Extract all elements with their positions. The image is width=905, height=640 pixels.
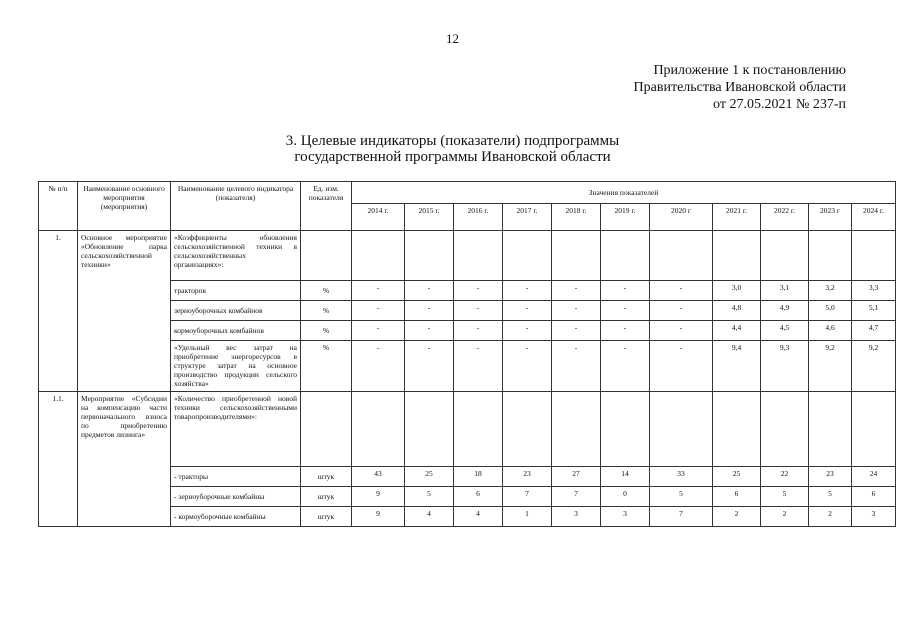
indicator-unit: штук [301, 507, 352, 527]
value-cell: - [503, 341, 552, 392]
indicator-unit: % [301, 281, 352, 301]
indicator-unit: % [301, 321, 352, 341]
value-cell: 4,7 [852, 321, 896, 341]
value-cell [454, 392, 503, 467]
year-header: 2015 г. [405, 204, 454, 231]
year-header: 2021 г. [713, 204, 761, 231]
section-title-line-2: государственной программы Ивановской области [294, 149, 611, 165]
value-cell: 18 [454, 467, 503, 487]
indicator-name: кормоуборочных комбайнов [171, 321, 301, 341]
value-cell [650, 231, 713, 281]
value-cell [713, 231, 761, 281]
value-cell: - [650, 301, 713, 321]
value-cell: - [454, 321, 503, 341]
indicator-unit: % [301, 301, 352, 321]
value-cell: 3 [601, 507, 650, 527]
year-header: 2014 г. [352, 204, 405, 231]
value-cell: 9 [352, 487, 405, 507]
indicator-name: «Удельный вес затрат на приобретение энергоресурсов в структуре затрат на основное производство продукции сельского хозяйства» [171, 341, 301, 392]
value-cell: 5,1 [852, 301, 896, 321]
value-cell: 3,3 [852, 281, 896, 301]
value-cell [552, 231, 601, 281]
value-cell: 3,1 [761, 281, 809, 301]
value-cell: - [503, 281, 552, 301]
value-cell: 25 [405, 467, 454, 487]
value-cell [503, 231, 552, 281]
value-cell: - [552, 301, 601, 321]
row-number: 1. [39, 231, 78, 392]
value-cell [852, 231, 896, 281]
value-cell: - [601, 301, 650, 321]
value-cell: - [650, 281, 713, 301]
value-cell: 9,2 [852, 341, 896, 392]
value-cell: 6 [713, 487, 761, 507]
value-cell: 3,2 [809, 281, 852, 301]
value-cell: 4,6 [809, 321, 852, 341]
value-cell: 2 [809, 507, 852, 527]
value-cell [405, 231, 454, 281]
event-name: Основное мероприятие «Обновление парка сельскохозяйственной техники» [78, 231, 171, 392]
value-cell: 4,9 [761, 301, 809, 321]
section-title-line-1: 3. Целевые индикаторы (показатели) подпрограммы [285, 133, 620, 149]
appendix-line-3: от 27.05.2021 № 237-п [713, 97, 846, 112]
indicator-name: - тракторы [171, 467, 301, 487]
value-cell: 5 [405, 487, 454, 507]
value-cell [352, 231, 405, 281]
header-event: Наименование основного мероприятия (мероприятия) [78, 182, 171, 231]
year-header: 2023 г [809, 204, 852, 231]
row-number: 1.1. [39, 392, 78, 527]
header-unit: Ед. изм. показателя [301, 182, 352, 231]
table-row [39, 231, 896, 281]
value-cell: - [601, 341, 650, 392]
indicator-unit [301, 392, 352, 467]
page-number: 12 [446, 31, 459, 46]
value-cell: 4,5 [761, 321, 809, 341]
value-cell: 1 [503, 507, 552, 527]
value-cell [552, 392, 601, 467]
value-cell [601, 392, 650, 467]
value-cell: 2 [713, 507, 761, 527]
value-cell [809, 392, 852, 467]
value-cell: - [454, 281, 503, 301]
value-cell: - [552, 321, 601, 341]
value-cell: - [405, 321, 454, 341]
indicator-name: «Количество приобретенной новой техники сельскохозяйственными товаропроизводителями»: [171, 392, 301, 467]
header-indicator: Наименование целевого индикатора (показателя) [171, 182, 301, 231]
value-cell: - [405, 281, 454, 301]
value-cell: - [650, 341, 713, 392]
indicator-name: - кормоуборочные комбайны [171, 507, 301, 527]
value-cell: 43 [352, 467, 405, 487]
value-cell: 4 [454, 507, 503, 527]
value-cell: - [601, 321, 650, 341]
value-cell: 5 [650, 487, 713, 507]
indicator-unit [301, 231, 352, 281]
value-cell [352, 392, 405, 467]
value-cell: 7 [552, 487, 601, 507]
value-cell: 27 [552, 467, 601, 487]
value-cell: - [405, 341, 454, 392]
value-cell: - [454, 341, 503, 392]
year-header: 2024 г. [852, 204, 896, 231]
value-cell: 0 [601, 487, 650, 507]
value-cell [761, 231, 809, 281]
value-cell: 4 [405, 507, 454, 527]
value-cell [809, 231, 852, 281]
year-header: 2020 г [650, 204, 713, 231]
value-cell: - [552, 341, 601, 392]
indicator-name: «Коэффициенты обновления сельскохозяйственной техники в сельскохозяйственных организациях»: [171, 231, 301, 281]
year-header: 2018 г. [552, 204, 601, 231]
value-cell [713, 392, 761, 467]
value-cell: 3 [852, 507, 896, 527]
value-cell: 24 [852, 467, 896, 487]
indicator-name: зерноуборочных комбайнов [171, 301, 301, 321]
value-cell: 5 [809, 487, 852, 507]
value-cell: - [503, 301, 552, 321]
value-cell: 3 [552, 507, 601, 527]
indicator-unit: штук [301, 487, 352, 507]
year-header: 2016 г. [454, 204, 503, 231]
indicator-unit: штук [301, 467, 352, 487]
value-cell [405, 392, 454, 467]
value-cell: 14 [601, 467, 650, 487]
value-cell: 4,8 [713, 301, 761, 321]
appendix-line-2: Правительства Ивановской области [633, 80, 846, 95]
value-cell: 9 [352, 507, 405, 527]
value-cell: - [352, 281, 405, 301]
value-cell: - [352, 321, 405, 341]
value-cell: 7 [650, 507, 713, 527]
year-header: 2017 г. [503, 204, 552, 231]
value-cell: 33 [650, 467, 713, 487]
value-cell [454, 231, 503, 281]
value-cell: 22 [761, 467, 809, 487]
value-cell: 5,0 [809, 301, 852, 321]
header-values: Значения показателей [352, 182, 896, 204]
value-cell: - [352, 301, 405, 321]
header-num: № п/п [39, 182, 78, 231]
value-cell: 7 [503, 487, 552, 507]
value-cell: 25 [713, 467, 761, 487]
value-cell: 23 [503, 467, 552, 487]
value-cell: - [601, 281, 650, 301]
value-cell: 4,4 [713, 321, 761, 341]
value-cell [503, 392, 552, 467]
year-header: 2019 г. [601, 204, 650, 231]
year-header: 2022 г. [761, 204, 809, 231]
event-name: Мероприятие «Субсидии на компенсацию части первоначального взноса по приобретению предметов лизинга» [78, 392, 171, 527]
value-cell [852, 392, 896, 467]
indicators-table [38, 181, 896, 527]
value-cell: 9,4 [713, 341, 761, 392]
value-cell [761, 392, 809, 467]
value-cell: 6 [852, 487, 896, 507]
value-cell: - [352, 341, 405, 392]
value-cell: 6 [454, 487, 503, 507]
value-cell: 9,2 [809, 341, 852, 392]
appendix-note [634, 62, 846, 113]
value-cell: 9,3 [761, 341, 809, 392]
value-cell [601, 231, 650, 281]
indicator-unit: % [301, 341, 352, 392]
indicator-name: - зерноуборочные комбайны [171, 487, 301, 507]
value-cell: - [650, 321, 713, 341]
value-cell [650, 392, 713, 467]
value-cell: 5 [761, 487, 809, 507]
value-cell: - [552, 281, 601, 301]
value-cell: - [454, 301, 503, 321]
indicators-table-body [39, 231, 896, 527]
table-row [39, 392, 896, 467]
indicator-name: тракторов [171, 281, 301, 301]
value-cell: - [405, 301, 454, 321]
value-cell: - [503, 321, 552, 341]
value-cell: 3,0 [713, 281, 761, 301]
section-title [0, 133, 905, 165]
value-cell: 23 [809, 467, 852, 487]
appendix-line-1: Приложение 1 к постановлению [653, 63, 846, 78]
value-cell: 2 [761, 507, 809, 527]
